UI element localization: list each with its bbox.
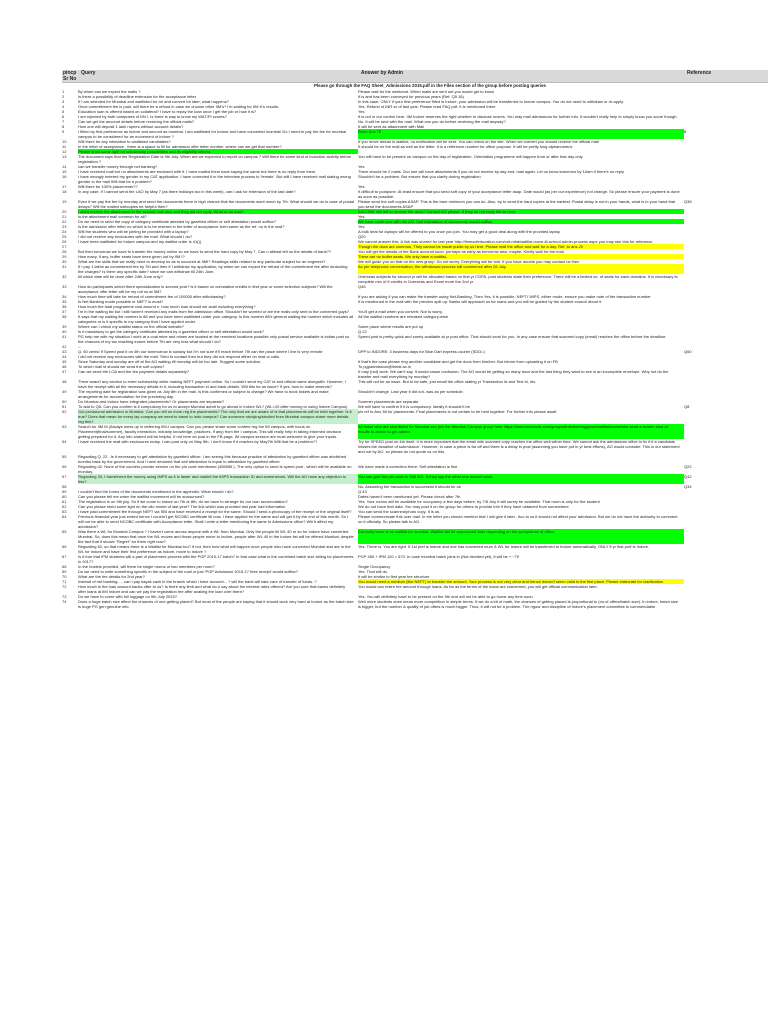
table-row xyxy=(62,284,768,294)
query-cell: What are the fee details for 2nd year? xyxy=(78,574,145,579)
row-number: 23 xyxy=(62,224,67,229)
query-cell: In any case, if I cannot send the LAO by May 7 (as there holidays too in this week), can I ask for extension of the last date? xyxy=(78,189,296,194)
query-cell: How much is the loan amount banks offer to us? Is there any limit and what do u say about the interest rates offered? Are you sure that banks definitely offer loans at IIM Indore and can we pay the registration fee after availing the loan over there? xyxy=(78,584,346,594)
row-number: 74 xyxy=(62,599,67,604)
query-cell: Will there be 100% placements?? xyxy=(78,184,138,189)
reference-cell: Q8 xyxy=(684,404,690,409)
reference-cell xyxy=(684,264,764,274)
answer-cell: Well more students does mean more competition in simple terms. If we do a bit of math, the chances of getting placed is proportional to (no of offers/batch size). In indore, batch size is bigger, but the number & quality of job offers is much bigger. Thus, it will not be a problem. The rigour and discipline of Indore's placement committee is commendable xyxy=(358,599,679,609)
answer-cell: Yes xyxy=(358,109,365,114)
row-number: 49 xyxy=(62,389,67,394)
row-number: 46 xyxy=(62,364,67,369)
query-cell: Was there a WL for Mumbai Campus ? I haven't come across anyone with a WL from Mumbai. Only the people till WL 40 or so for Indore have converted Mumbai. So, does this mean that once the WL moves and those people move to Indore, people after WL 40 in the Indore list will be offered Mumbai, despite the fact that it shows "Regret" for them right now? xyxy=(78,529,354,544)
answer-cell: Yes. There is. You are right. If 1st pref is Indore and one has converted mum & WL for Indore will be transferred to Indore automatically. ONLY if yr first pref is Indore. xyxy=(358,544,650,549)
answer-cell: A bulk deal for laptops will be offered to you once you join. You may get a good deal along with the provided laptop xyxy=(358,229,561,234)
reference-cell xyxy=(684,544,764,554)
table-row xyxy=(62,424,768,439)
query-cell: Is the attachment mail common for all? xyxy=(78,214,147,219)
row-number: 39 xyxy=(62,324,67,329)
query-cell: Where can I check my waitlist status on the official website? xyxy=(78,324,184,329)
row-number: 59 xyxy=(62,489,67,494)
reference-cell xyxy=(684,514,764,529)
query-cell: I did not receive any enclosures with the mail. Tried to contact then but they did not respond either on mail or calls. xyxy=(78,354,281,359)
row-number: 33 xyxy=(62,284,67,289)
table-row xyxy=(62,584,768,594)
query-cell: What are the skills that we really need to develop so as to succeed at IIMI? Readings skills related to any particular subject for an engineer? xyxy=(78,259,326,264)
answer-cell: Q.22 xyxy=(358,329,367,334)
query-cell: till which date will be done after 24th June only? xyxy=(78,274,163,279)
answer-cell: This will not be an issue. But to be safe, just email the office stating yr Transaction Id and Test id, etc. xyxy=(358,379,537,384)
query-cell: How much the total programme cost around n. how much loan should we avail including everything? xyxy=(78,304,256,309)
query-cell: -- xyxy=(78,344,81,349)
query-cell: By when can we expect the mails ? xyxy=(78,89,141,94)
answer-cell: You would can entire fee amount through loans. As far as the terms of the loans are concerned, you will get official communication later. xyxy=(358,584,598,589)
header-answer: Answer by Admin xyxy=(361,70,404,76)
answer-cell: Please communicate this over mail. In the letter you should mention that I will give it later.. Acc to us it should not affect your admission. But we do not have the authority to comment on it officially. So please talk to AO. xyxy=(358,514,678,524)
row-number: 64 xyxy=(62,514,67,519)
query-cell: There wasn't any section to enter scholarship while making NEFT payment online. So I couldn't send my CAT id and official name alongwith. However, I have the receipt with all the necessary details in it, including transaction id and bank details. Will this be an issue? If yes, how to make amends? xyxy=(78,379,346,389)
table-row xyxy=(62,334,768,344)
row-number: 5 xyxy=(62,109,65,114)
answer-cell: Yes. Refund of INR xx of last year. Please read FAQ.pdf. It is mentioned there xyxy=(358,104,496,109)
row-number: 72 xyxy=(62,584,67,589)
table-row xyxy=(62,129,768,139)
rows-container xyxy=(62,89,768,609)
table-row xyxy=(62,199,768,209)
reference-cell xyxy=(684,379,764,389)
query-cell: Please shed some light on scholarship possibilities and its eligibility criteria. xyxy=(78,149,358,154)
reference-cell xyxy=(684,439,764,454)
query-cell: How one will deposit 1 lakh rupees without account details? xyxy=(78,124,184,129)
query-cell: I didnt receive the attachment in the second mail also and they did not reply. What to do now? xyxy=(78,209,358,214)
row-number: 20 xyxy=(62,209,67,214)
answer-cell: No. Assuming the transaction is successful it should be ok xyxy=(358,484,461,489)
answer-cell xyxy=(358,454,684,464)
query-cell: Do we need to send the copy of category certificate attested by gazetted officer or self attestation would suffice? xyxy=(78,219,276,224)
row-number: 70 xyxy=(62,574,67,579)
row-number: 65 xyxy=(62,529,67,534)
row-number: 13 xyxy=(62,154,67,159)
faq-banner: Please go through the FAQ Sheet_Admissions 2015.pdf in the Files section of the group before posting queries xyxy=(313,83,546,88)
answer-cell: It is and has been conveyed for previous years (Ref: Q5 18) xyxy=(358,94,464,99)
answer-cell: Please wait for the weekend. When mails are sent out you would get to know xyxy=(358,89,495,94)
answer-cell: All the waitlist numbers are released category-wise xyxy=(358,314,449,319)
query-cell: Regarding Q. 22 . Is it necessary to get attestation by gazetted officer. I am seeing this because practice of attestation by gazetted officer was abolished months back by the government. And I have declared that self attestation is equal to attestation by gazetted officer xyxy=(78,454,347,464)
answer-cell: We have confirmed with the AO. Self Attestation of documents would suffice. xyxy=(358,219,684,224)
answer-cell: Please send the soft copies ASAP. This is the bare minimum you can do. Also, try to send the hard copies at the earliest. Postal delay is not in your hands, what is in your hand that you send the documents ASAP xyxy=(358,199,676,209)
row-number: 31 xyxy=(62,264,67,269)
spreadsheet xyxy=(62,70,768,609)
row-number: 21 xyxy=(62,214,67,219)
query-cell: To add to Q8- Can you confirm is it compulsory for us to accept Mumbai admit to go ahead in Indore WL? (WL=20 after moving to using Indore Campus) xyxy=(78,404,348,409)
answer-cell: Yes xyxy=(358,214,365,219)
query-cell: But then tomorrow we have to transfer the money online so we have to send the hard copy by May 7. Can u atleast tell us the details of bank?? xyxy=(78,249,332,254)
answer-cell: pls ref to Ans 38 for placements. Final placements is not certain to be held together. For further info please await xyxy=(358,409,557,414)
answer-cell: We will guide you on that on the new group. Do not worry. Everything will be told. If you have doubts you may contact us then xyxy=(358,259,580,264)
answer-cell: Same place where results are put up xyxy=(358,324,424,329)
reference-cell xyxy=(684,274,764,284)
answer-cell: In this case, ONLY if your first preference filled is Indore, your admission will be transferred to Indore campus. You do not need to withdraw or re-apply. xyxy=(358,99,624,104)
row-number: 4 xyxy=(62,104,65,109)
row-number: 54 xyxy=(62,439,67,444)
answer-cell: You would need a medium (like NEFT) to transfer the amount. Your process is not very clear and hence doesn't seem valid in the first place. Please elaborate for clarification xyxy=(358,579,684,584)
query-cell: I filled my first preference as indore and second as mumbai. I am waitlisted for Indore and have converted mumbai! Do I need to pay the fee for mumbai campus to be considered for an movement of indore ? xyxy=(78,129,347,139)
answer-cell: PGP 450 + IPM 120 = 570. In case mumbai batch joins in (Not decided yet), it will be + ~70 xyxy=(358,554,520,559)
answer-cell: It will be sent as attachment with Mail xyxy=(358,124,425,129)
answer-cell: Q45 xyxy=(358,284,366,289)
reference-cell xyxy=(684,424,764,439)
query-cell: I have received the mail with enclosures today. I can post only on May 5th. I don't know if it reaches by May7th Will that be a problem?? xyxy=(78,439,318,444)
row-number: 48 xyxy=(62,379,67,384)
reference-cell xyxy=(684,174,764,184)
answer-cell: There are no buffer seats. We only have a waitlist. xyxy=(358,254,684,259)
query-cell: Is Net Banking mode possible or NEFT is must? xyxy=(78,299,164,304)
table-row xyxy=(62,274,768,284)
row-number: 35 xyxy=(62,299,67,304)
row-number: 63 xyxy=(62,509,67,514)
row-number: 24 xyxy=(62,229,67,234)
reference-cell xyxy=(684,454,764,464)
answer-cell: Shouldn't change. Last year it did not- was as per schedule. xyxy=(358,389,464,394)
table-row xyxy=(62,464,768,474)
answer-cell: You will get the details of the Bank account soon, perhaps as early as tomorrow also, maybe. Kindly wait for the mail. xyxy=(358,249,565,254)
answer-cell: It difficult to postpone. At least ensure that you send soft copy of your acceptance letter asap. Date would (as per our experience) not change. So please ensure your payment is done as soon as possible. xyxy=(358,189,680,199)
answer-cell: As per telephonic conversation, the withdrawal process will commence after 26 July xyxy=(358,264,684,274)
answer-cell: Q.43 xyxy=(358,489,367,494)
reference-cell: Q22 xyxy=(684,464,692,469)
query-cell: The reporting date for registration was given as July 8th in the mail. Is this confirmed or subject to change? We have to book tickets and make arrangements for accomodation for the preceding day. xyxy=(78,389,329,399)
query-cell: Is it mandatory to get the category certificate attested by a gazetted officer or self attestation would work? xyxy=(78,329,265,334)
query-cell: Can you please shed some light on the ollo model of last year? The link which was provided last year had information xyxy=(78,504,286,509)
row-number: 37 xyxy=(62,309,67,314)
table-row xyxy=(62,189,768,199)
table-row xyxy=(62,599,768,609)
query-cell: Is the admission offer letter no which is to be entered in the letter of acceptance form same as the ref. no in the mail? xyxy=(78,224,285,229)
row-number: 45 xyxy=(62,359,67,364)
answer-cell: Q20 xyxy=(358,234,366,239)
query-cell: Once committment fee is paid, will there be a refund in case we choose other IIM's? I'm waiting for IIM K's results. xyxy=(78,104,280,109)
reference-cell xyxy=(684,189,764,199)
answer-cell: We do not have that data. You may post it on the group for others to provide info if they have obtained from somewhere xyxy=(358,504,569,509)
row-number: 43 xyxy=(62,349,67,354)
row-number: 12 xyxy=(62,149,67,154)
reference-cell: Q60 xyxy=(684,349,692,354)
row-number: 7 xyxy=(62,119,65,124)
query-cell: I have wrongly entered my gender in my CAT application. I have corrected it in the interview process to 'female'. But still I have received mail stating wrong gender in the mail Will that be a problem? xyxy=(78,174,351,184)
answer-cell: It is mentioned in the mail with the preview split up. Banks will approach us for loans and you will be guided by the student council about it. xyxy=(358,299,603,304)
row-number: 44 xyxy=(62,354,67,359)
answer-cell: To pgpadmission@iimidr.ac.in xyxy=(358,364,411,369)
query-cell: How do participants select there specialization in second year? is it based on cumulative credits in first year or some selection subjects? Will the acceptance offer letter will be my roll no at IIM? xyxy=(78,284,333,294)
table-row xyxy=(62,529,768,544)
table-row xyxy=(62,544,768,554)
answer-cell: No. It will be sent with the mail. What can you do before receiving the mail anyway? xyxy=(358,119,506,124)
query-cell: How much time will take for refund of commitment fee of 100000 after withdrawing? xyxy=(78,294,226,299)
query-cell: The registration is on 9th july. So if we come to indore on 7th or 8th, do we have to arrange for our own accomodation? xyxy=(78,499,288,504)
row-number: 36 xyxy=(62,304,67,309)
table-row xyxy=(62,174,768,184)
answer-cell: Dates haven't been mentioned yet. Please check after 7th xyxy=(358,494,461,499)
header-row xyxy=(62,70,768,83)
answer-cell: It should be on the mail as well as the letter. It is a reference number for office purpose. It will be pretty long alphanumeric xyxy=(358,144,573,149)
query-cell: I have received mail but no attachments are enclosed with it. I have mailed them back saying the same but there is no reply from them. xyxy=(78,169,317,174)
answer-cell: Yes xyxy=(358,224,365,229)
query-cell: Do Mumbai and Indore have integrated placements? Or placements are separate? xyxy=(78,399,225,404)
answer-cell: It may (not) work. We can't say. It would cause confusion. The AO would be getting so many docs and the last thing they want to see is an incomplete envelope. Why not do the transfer and mail everything by monday? xyxy=(358,369,669,379)
row-number: 50 xyxy=(62,399,67,404)
query-cell: How many, if any, buffer seats have been given out by IIM I? xyxy=(78,254,185,259)
reference-cell xyxy=(684,409,764,424)
query-cell: Q. 60 cents! If Speed post it on 4th our tommorrow is sunday but I'm not sure it'll reach before 7th can the place where I live is very remote xyxy=(78,349,323,354)
query-cell: Is it true that IPM students will a part of placement process with the PGP 2015-17 batch? In that case what is the combined batch size sitting for placements in 2017? xyxy=(78,554,354,564)
row-number: 34 xyxy=(62,294,67,299)
row-number: 53 xyxy=(62,424,67,429)
row-number: 69 xyxy=(62,569,67,574)
row-number: 56 xyxy=(62,464,67,469)
query-cell: Does a huge batch size affect the chances of one getting placed? But most of the people are saying that it should work very hard at Indore as the batch size is huge PG gen genuine info. xyxy=(78,599,354,609)
query-cell: PG help me with my situation I work at a coal mine and mines are located at the remotest locations possible only postal service available is indian post so the chances of my lao reaching indore before 7th are very less what should I do? xyxy=(78,334,350,344)
reference-cell xyxy=(684,599,764,609)
query-cell: Do we have to come with full luggage on 9th July 2015? xyxy=(78,594,177,599)
table-row xyxy=(62,454,768,464)
query-cell: Search for IIM M (Always mess up in deferring IIM-I campus. Can you please share some content reg the IM campus, with focus on Placement(final/summer), faculty interaction, industry knowledge, practices, if any) from the I campus. This will really help in taking informed decision getting prepared for it. Any info shared will be helpful. If not here do post in the FB page. IM campus session are most welcome to give your inputs. xyxy=(78,424,341,439)
query-cell: The document says that the Registration Date is 9th July. When are we expected to report on campus ? Will there be some kind of induction activity before registration ? xyxy=(78,154,352,164)
answer-cell: Yes. That will do. xyxy=(358,569,389,574)
reference-cell: 8 xyxy=(684,129,687,134)
query-cell: Even if we pay the fee by monday and send the documents there is high chance that the documents wont reach by 7th. What should we do in case of postal delays? Will the mailed softcopies be helpful then? xyxy=(78,199,354,209)
row-number: 28 xyxy=(62,249,67,254)
row-number: 14 xyxy=(62,164,67,169)
row-number: 15 xyxy=(62,169,67,174)
answer-cell: ANYONE still left to receive the docs? Contact AO please. If they do not reply tell us here. xyxy=(358,209,684,214)
row-number: 67 xyxy=(62,554,67,559)
row-number: 68 xyxy=(62,564,67,569)
row-number: 51 xyxy=(62,404,67,409)
reference-cell xyxy=(684,389,764,399)
table-row xyxy=(62,369,768,379)
header-query: Query xyxy=(81,70,96,76)
header-reference: Reference xyxy=(687,70,712,76)
answer-cell: Yes xyxy=(358,184,365,189)
row-number: 71 xyxy=(62,579,67,584)
answer-cell: DPP to INDORE: 3 business days for Blue Dart express courier (SDD/-) xyxy=(358,349,485,354)
query-cell: Do we need to write something specific in the subject of the mail or just 'PGP Admission 2015-17 fees receipt' would suffice? xyxy=(78,569,298,574)
query-cell: Will the students who will be joining be provided with a laptop? xyxy=(78,229,189,234)
reference-cell xyxy=(684,284,764,294)
query-cell: Previous financial year just ended hence I couldn't get NCOBC certificate till now. I have applied for the same and will get it by the end of this month. So I will not be able to send NCOBC certificate with Acceptance letter. Shall I write a letter mentioning the same to Admissions office? Will it affect my admission? xyxy=(78,514,349,529)
row-number: 3 xyxy=(62,99,65,104)
answer-cell: We cannot answer this. A link was shared for last year http://timesofeducation.com/cat-mba/waitlist-move-iit-school-admin-process aspx you may see this for reference xyxy=(358,239,653,244)
query-cell: Education loan is offered based on collateral? I have to repay the loan once I get the job or how it is? xyxy=(78,109,257,114)
row-number: 9 xyxy=(62,129,65,134)
row-number: 73 xyxy=(62,594,67,599)
reference-cell: Q42 xyxy=(684,474,692,479)
row-number: 61 xyxy=(62,499,67,504)
answer-cell: Single Occupancy xyxy=(358,564,391,569)
query-cell: I have paid commitment fee through NEFT via SBI and have received a receipt for the same. Should I send a photocopy of the receipt or the original itself? xyxy=(78,509,352,514)
table-row xyxy=(62,154,768,164)
row-number: 52 xyxy=(62,409,67,414)
answer-cell: Yes. You will definitely have to be present on the 9th and will not be able to go home any time soon. xyxy=(358,594,534,599)
query-cell: Is there a possibility of deadline extension for the acceptance letter xyxy=(78,94,197,99)
answer-cell: Currently there is no waitlist for mumbai. Waitlist will be announced later depending on the acceptance of offers xyxy=(358,529,684,544)
answer-cell: Summer placements are separate. xyxy=(358,399,420,404)
query-cell: Instead of net banking..... can i pay kayak cash in the branch which i have account... ? will the bank will take care of transfer of funds..? xyxy=(78,579,317,584)
row-number: 10 xyxy=(62,139,67,144)
query-cell: Got provisional admission in Mumbai. Can you tell us more reg the placements? The only that we are aware of is that placements will be held together. Is it true? Does that mean for every lay company we need to travel to indo campus? Can someone studying/studied from Mumbai campus share more details reg this? xyxy=(78,409,358,424)
reference-cell xyxy=(684,554,764,564)
query-cell: I did not receive any enclosures with the mail. What should I do? xyxy=(78,234,193,239)
query-cell: Can you please tell me when the waitlist movement will be announced? xyxy=(78,494,205,499)
answer-cell: If you are asking if you can make the transfer using Net-Banking, Then Yes, it is possible. NEFT/ IMPS, either mode, ensure you make note of the transaction number xyxy=(358,294,651,299)
query-cell: I'm in the waiting list but I still haven't received any mails from the admission office. Shouldn't be worried or are the mails only sent to the converted guys? xyxy=(78,309,350,314)
answer-cell: We will have to confirm if it is compulsory. Ideally it shouldn't be xyxy=(358,404,470,409)
reference-cell xyxy=(684,584,764,594)
row-number: 55 xyxy=(62,454,67,459)
query-cell: In the hostels provided, will there be single rooms or two members per room? xyxy=(78,564,215,569)
reference-cell xyxy=(684,314,764,324)
table-row xyxy=(62,389,768,399)
query-cell: Can we get the account details before receiving the official mails? xyxy=(78,119,194,124)
answer-cell: There should be 2 mails. 2nd one will have attachments if you do not receive by day end, mail again. Let us know tomorrow by 10am if there's no reply xyxy=(358,169,625,174)
answer-cell: All those who are shortlisted for Mumbai can join the Mumbai Campus group here https://www.facebook.com/groups/iimindoremggmumbaiflashconvents/ send a screen shot of results to admin to get added xyxy=(358,424,684,439)
row-number: 41 xyxy=(62,334,67,339)
row-number: 60 xyxy=(62,494,67,499)
table-row xyxy=(62,409,768,424)
table-row xyxy=(62,554,768,564)
table-row xyxy=(62,264,768,274)
row-number: 25 xyxy=(62,234,67,239)
answer-cell: Overseas subjects for second yr will be allocated based on first yr CGPA, post students state their preference. There will be a limited no. of seats for each domains. It is necessary to complete min of 6 credits in Overseas and Exam more the 2nd yr xyxy=(358,274,678,284)
answer-cell: Try for SPEED post on 4th itself. It is more important that the email with scanned copy reaches the office well within time. We cannot ask the admissions office to fix it if a candidate misses the deadline of submission'. However, in case a piece is far off and there is a delay in post (assuming you have put in yr best efforts), AO would consider. This is our statement and not by AO. so please do not quote us on this. xyxy=(358,439,680,454)
query-cell: In the letter of acceptance , there is a space to fill for admission offer letter number. where can we get that number? xyxy=(78,144,282,149)
answer-cell: It will be similar to first year fee structure xyxy=(358,574,430,579)
reference-cell xyxy=(684,369,764,379)
answer-cell: Yes xyxy=(358,164,365,169)
query-cell: To which mail id should we send the soft copies? xyxy=(78,364,165,369)
query-cell: If I am selected for Mumbai and waitlisted for Idr and convert Idr later, what happens? xyxy=(78,99,229,104)
row-number: 66 xyxy=(62,544,67,549)
row-number: 47 xyxy=(62,369,67,374)
query-cell: Regarding 62, so that means there is a Waitlist for Mumbai too? If not, then how what will happen once people who have converted Mumbai and are in the WL for Indore and have their first preference as Indore, move to Indore ? xyxy=(78,544,351,554)
query-cell: It says that my waiting list number is 88 and you have been waitlisted under your category. Is this number 88's general waiting list number which includes all categories or is it specific to my category that I have applied under. xyxy=(78,314,354,324)
reference-cell xyxy=(684,529,764,544)
row-number: 1 xyxy=(62,89,65,94)
table-row xyxy=(62,474,768,484)
query-cell: can we transfer money through net banking? xyxy=(78,164,158,169)
query-cell: I have been waitlisted for Indore campus and my waitlist order is 41()) xyxy=(78,239,202,244)
answer-cell: Yes. Your rooms will be available for occupancy a few days before. by 7/8 July it will surely be available. That room is only for the student xyxy=(358,499,600,504)
row-number: 26 xyxy=(62,239,67,244)
row-number: 42 xyxy=(62,344,67,349)
row-number: 38 xyxy=(62,314,67,319)
row-number: 6 xyxy=(62,114,65,119)
answer-cell: Speed post is pretty quick and surely available at yr post office. That should work for you. In any case ensure that scanned copy (email) reaches the office before the deadline. xyxy=(358,334,667,339)
answer-cell: You'll get a mail when you convert. Not to worry. xyxy=(358,309,443,314)
row-number: 22 xyxy=(62,219,67,224)
row-number: 32 xyxy=(62,274,67,279)
row-number: 58 xyxy=(62,484,67,489)
row-number: 11 xyxy=(62,144,67,149)
reference-cell xyxy=(684,334,764,344)
table-row xyxy=(62,379,768,389)
answer-cell: It is not in our control here. IIM Indore reserves the right whether to disclose scores. You may mail admissions for further info. It wouldn't really help to simply know you score though. xyxy=(358,114,678,119)
reference-cell xyxy=(684,154,764,164)
row-number: 18 xyxy=(62,189,67,194)
answer-cell: You can give the pin code to 958 301. If they say the other one doesn't work. xyxy=(358,474,684,484)
answer-cell: Though the docs are common, They cannot be made public by us here. Please mail the office and wait for a day. Ref. to ans 20 xyxy=(358,244,684,249)
answer-cell: We have made a correction there. Self attestation is fine xyxy=(358,464,458,469)
answer-cell: If you move ahead in waitlist, no notification will be sent. You can check on the site. When we convert you should receive the official mail xyxy=(358,139,599,144)
table-row xyxy=(62,314,768,324)
row-number: 8 xyxy=(62,124,65,129)
query-cell: Since Saturday and sunday are off at the AO waiting till monday will be too late. Suggest some solution. xyxy=(78,359,262,364)
header-serial: pincp Sr No xyxy=(63,70,77,82)
row-number: 19 xyxy=(62,199,67,204)
query-cell: If I pay 1 lakhs as commitment fee by 7th and then if I withdraw my application, by when we can expect the refund of the commitment fee after deducting the charges? Is there any specific date? since we can withdraw till 24th June. xyxy=(78,264,348,274)
answer-cell: If that's the case please ring another candidate and get the docs from him/her. But inform from uploading it on FB xyxy=(358,359,558,364)
reference-cell: Q38 xyxy=(684,199,692,204)
row-number: 17 xyxy=(62,184,67,189)
row-number: 2 xyxy=(62,94,65,99)
row-number: 62 xyxy=(62,504,67,509)
table-row xyxy=(62,514,768,529)
query-cell: Can we send the LOA and the fee payment details separately? xyxy=(78,369,189,374)
row-number: 30 xyxy=(62,259,67,264)
row-number: 29 xyxy=(62,254,67,259)
row-number: 27 xyxy=(62,244,67,249)
answer-cell: You will have to be present on campus on the day of registration. Orientation programme will happen from or after that day only. xyxy=(358,154,584,159)
table-row xyxy=(62,439,768,454)
row-number: 57 xyxy=(62,474,67,479)
answer-cell: Shouldn't be a problem. But ensure that you clarify during registration xyxy=(358,174,481,179)
query-cell: Will there be any intimation to waitlisted candidates? xyxy=(78,139,171,144)
answer-cell: You can send the scanned/photo copy. It is ok. xyxy=(358,509,441,514)
query-cell: I am rejected by both campuses of IIM I. Is there is way to know my WAT/PI scores? xyxy=(78,114,227,119)
query-cell: Regarding 34, I transferred the money using IMPS as it is faster and mailed the IMPS transaction ID and screenshots. Will the AO have any objection to this? xyxy=(78,474,358,484)
query-cell: I couldn't find the forms of the documents mentioned in the appendix. What should I do? xyxy=(78,489,234,494)
reference-cell: Q34 xyxy=(684,484,692,489)
row-number: 16 xyxy=(62,174,67,179)
query-cell: Regarding 42, None of the couriers provide service on the pin code mentioned (455556 ). The only option to send is speed post , which will be available on monday. xyxy=(78,464,352,474)
row-number: 40 xyxy=(62,329,67,334)
answer-cell: Refer Ans 78 xyxy=(358,129,684,139)
